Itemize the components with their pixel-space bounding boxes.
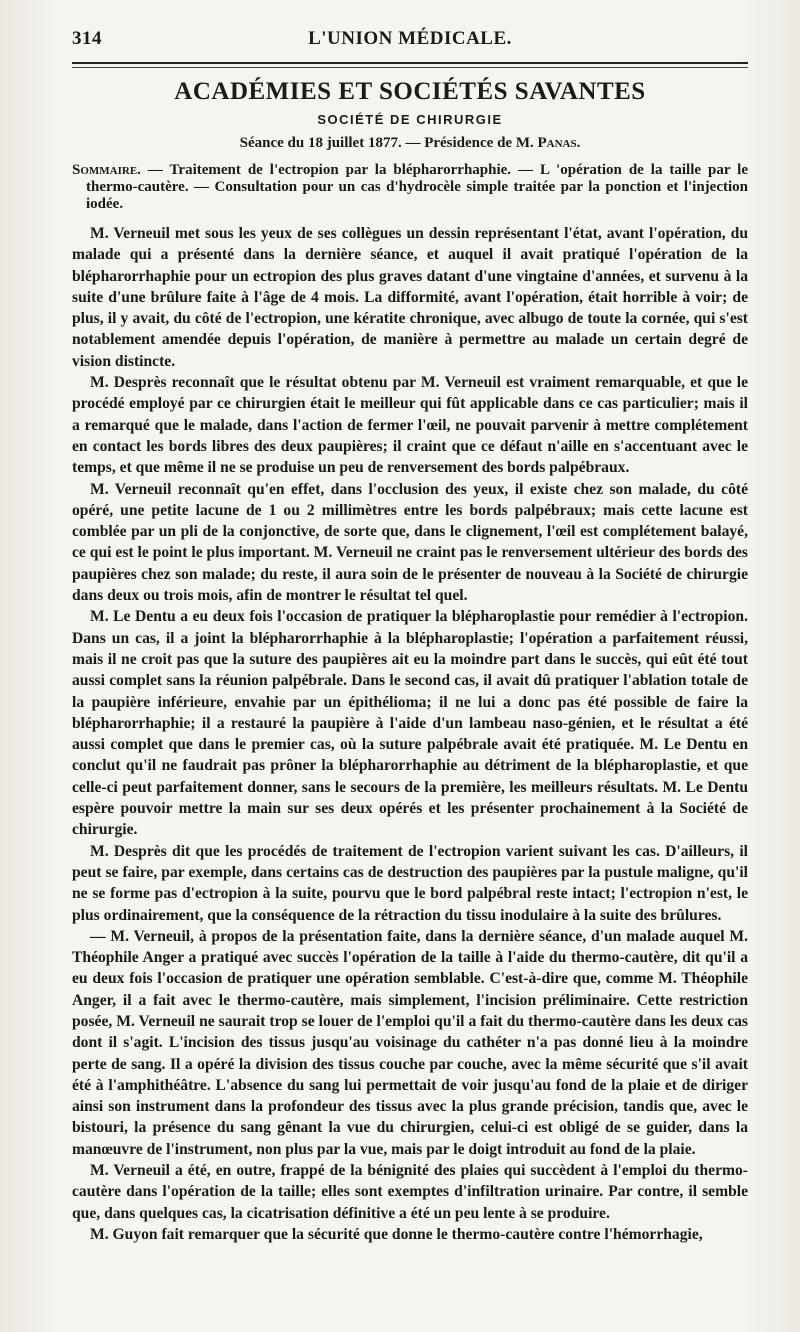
header-rule xyxy=(72,62,748,64)
seance-line xyxy=(72,135,748,152)
page-number: 314 xyxy=(72,28,102,49)
paragraph: — M. Verneuil, à propos de la présentation faite, dans la dernière séance, d'un malade auquel M. Théophile Anger a pratiqué avec succès l'opération de la taille à l'aide du thermo-cautère, dit qu'il a eu deux fois l'occasion de pratiquer une opération semblable. C'est-à-dire que, comme M. Théophile Anger, il a fait avec le thermo-cautère, mais simplement, l'incision préliminaire. Cette restriction posée, M. Verneuil ne saurait trop se louer de l'emploi qu'il a fait du thermo-cautère dans les deux cas dont il s'agit. L'incision des tissus jusqu'au voisinage du cathéter n'a pas donné lieu à la moindre perte de sang. Il a opéré la division des tissus couche par couche, avec la même sécurité que s'il avait été à l'amphithéâtre. L'absence du sang lui permettait de voir jusqu'au fond de la plaie et de diriger ainsi son instrument dans la profondeur des tissus avec la plus grande précision, tandis que, avec le bistouri, la présence du sang gênant la vue du chirurgien, celui-ci est obligé de se guider, dans la manœuvre de l'instrument, non plus par la vue, mais par le doigt introduit au fond de la plaie. xyxy=(72,927,748,1158)
paragraph: M. Guyon fait remarquer que la sécurité que donne le thermo-cautère contre l'hémorrhagie, xyxy=(90,1225,703,1243)
running-head xyxy=(72,28,748,56)
sommaire-label: Sommaire. xyxy=(72,162,141,178)
society-title: SOCIÉTÉ DE CHIRURGIE xyxy=(317,112,503,127)
president-name: Panas. xyxy=(537,135,581,151)
paragraph: M. Desprès dit que les procédés de traitement de l'ectropion varient suivant les cas. D'ailleurs, il peut se faire, par exemple, dans certains cas de destruction des paupières par la pustule maligne, qu'il ne se forme pas d'ectropion à la suite, pourvu que le bord palpébral reste intact; l'ectropion n'est, le plus ordinairement, que la conséquence de la rétraction du tissu inodulaire à la suite des brûlures. xyxy=(72,842,748,924)
sommaire-text: — Traitement de l'ectropion par la blépharorrhaphie. — L 'opération de la taille par le thermo-cautère. — Consultation pour un cas d'hydrocèle simple traitée par la ponction et l'injection iodée. xyxy=(86,162,748,212)
sommaire xyxy=(72,162,748,213)
header-rule-thin xyxy=(72,67,748,68)
article-body xyxy=(72,223,748,1245)
journal-title: L'UNION MÉDICALE. xyxy=(308,28,512,49)
paragraph: M. Desprès reconnaît que le résultat obtenu par M. Verneuil est vraiment remarquable, et que le procédé employé par ce chirurgien était le meilleur qui fût applicable dans ce cas particulier; mais il a remarqué que le malade, dans l'action de fermer l'œil, ne pouvait parvenir à mettre complétement en contact les bords libres des deux paupières; il craint que ce défaut n'aille en s'accentuant avec le temps, et que même il ne se produise un peu de renversement des bords palpébraux. xyxy=(72,374,748,477)
paragraph: M. Verneuil reconnaît qu'en effet, dans l'occlusion des yeux, il existe chez son malade, du côté opéré, une petite lacune de 1 ou 2 millimètres entre les bords palpébraux; mais cette lacune est comblée par un pli de la conjonctive, de sorte que, dans le clignement, l'œil est complétement balayé, ce qui est le point le plus important. M. Verneuil ne craint pas le renversement ultérieur des bords des paupières chez son malade; du reste, il aura soin de le présenter de nouveau à la Société de chirurgie dans deux ou trois mois, afin de montrer le résultat tel quel. xyxy=(72,480,748,605)
paragraph: M. Le Dentu a eu deux fois l'occasion de pratiquer la blépharoplastie pour remédier à l'ectropion. Dans un cas, il a joint la blépharorrhaphie à la blépharoplastie; l'opération a parfaitement réussi, mais il ne croit pas que la suture des paupières ait eu la moindre part dans le succès, qui eût été tout aussi complet sans la réunion palpébrale. Dans le second cas, il avait dû pratiquer l'ablation totale de la paupière inférieure, envahie par un épithélioma; il ne lui a donc pas été possible de faire la blépharorrhaphie; il a restauré la paupière à l'aide d'un lambeau naso-génien, et le résultat a été aussi complet que dans le premier cas, où la suture palpébrale avait été pratiquée. M. Le Dentu en conclut qu'il ne faudrait pas prôner la blépharorrhaphie au détriment de la blépharoplastie, et que celle-ci peut parfaitement donner, sans le secours de la première, les meilleurs résultats. M. Le Dentu espère pouvoir mettre la main sur ses deux opérés et les présenter prochainement à la Société de chirurgie. xyxy=(72,608,748,839)
section-title: ACADÉMIES ET SOCIÉTÉS SAVANTES xyxy=(174,78,646,105)
seance-text: Séance du 18 juillet 1877. — Présidence de M. xyxy=(239,135,534,151)
paragraph: M. Verneuil a été, en outre, frappé de la bénignité des plaies qui succèdent à l'emploi du thermo-cautère dans l'opération de la taille; elles sont exemptes d'infiltration urinaire. Par contre, il semble que, dans quelques cas, la cicatrisation définitive a été un peu lente à se produire. xyxy=(72,1162,748,1222)
paragraph: M. Verneuil met sous les yeux de ses collègues un dessin représentant l'état, avant l'opération, du malade qui a présenté dans la dernière séance, et auquel il avait pratiqué l'opération de la blépharorrhaphie pour un ectropion des plus graves datant d'une vingtaine d'années, et survenu à la suite d'une brûlure faite à l'âge de 4 mois. La difformité, avant l'opération, était horrible à voir; de plus, il y avait, du côté de l'ectropion, une kératite chronique, avec albugo de toute la cornée, qui s'est notablement amendée depuis l'opération, de manière à permettre au malade un certain degré de vision distincte. xyxy=(72,225,748,370)
